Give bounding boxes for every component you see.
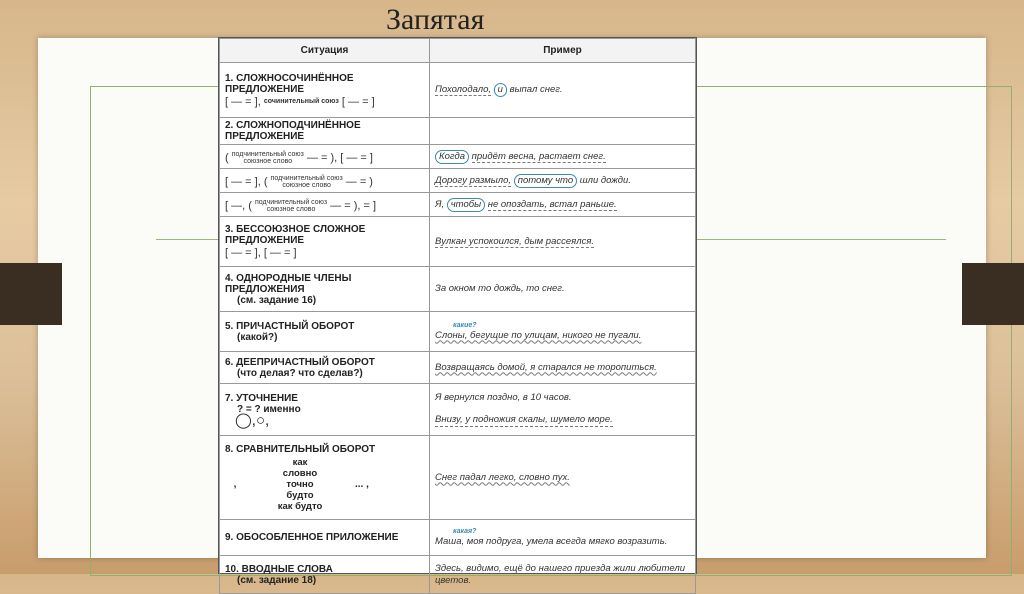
rule-scheme-cell [220,193,430,217]
circled-word: потому что [514,174,577,188]
rule-title: 7. УТОЧНЕНИЕ [225,393,298,404]
comparison-word: точно [286,478,314,490]
rule-subtitle: (см. задание 16) [237,294,317,306]
comparison-word: как [292,456,308,468]
comparison-word: будто [286,489,314,501]
circled-word: чтобы [447,198,485,212]
example-cell [430,193,696,217]
rule-subtitle: (что делая? что сделав?) [237,367,363,379]
example-text: Я вернулся поздно, в 10 часов. [435,392,572,403]
table-row [220,118,696,145]
rule-title: 6. ДЕЕПРИЧАСТНЫЙ ОБОРОТ [225,356,375,368]
rule-title: 4. ОДНОРОДНЫЕ ЧЛЕНЫ ПРЕДЛОЖЕНИЯ [225,272,352,295]
rule-subtitle: ? = ? именно [237,404,301,415]
comparison-scheme [225,457,424,512]
example-text: Маша, моя подруга, умела всегда мягко возразить. [435,535,668,547]
example-cell [430,118,696,145]
rule-title: 2. СЛОЖНОПОДЧИНЁННОЕ ПРЕДЛОЖЕНИЕ [225,120,361,142]
rule-cell [220,267,430,312]
example-text: выпал снег. [509,84,563,95]
table-row [220,556,696,594]
left-tab-decoration [0,263,62,325]
example-text: не опоздать, встал раньше. [487,198,617,210]
rule-cell [220,217,430,267]
example-text: Снег падал легко, словно пух. [435,471,570,483]
rule-title: 1. СЛОЖНОСОЧИНЁННОЕ ПРЕДЛОЖЕНИЕ [225,72,354,95]
table-row [220,384,696,436]
question-label: какие? [453,321,477,329]
rule-cell [220,384,430,436]
table-row [220,352,696,384]
rule-subtitle: (какой?) [237,331,278,343]
comma-rules-table [218,37,697,586]
example-cell [430,169,696,193]
table-row [220,217,696,267]
rule-title: 3. БЕССОЮЗНОЕ СЛОЖНОЕ ПРЕДЛОЖЕНИЕ [225,224,366,246]
example-cell [430,63,696,118]
table-row [220,145,696,169]
example-text: Я, [435,198,445,210]
example-cell [430,312,696,352]
rule-cell [220,63,430,118]
table-header-row [220,39,696,63]
table-row [220,63,696,118]
rule-title: 8. СРАВНИТЕЛЬНЫЙ ОБОРОТ [225,443,376,455]
comparison-words [245,457,355,512]
comparison-word: словно [282,467,318,479]
rule-scheme: [ — = ], ( подчинительный союз союзное слово — = ) [225,174,373,189]
rule-title: 5. ПРИЧАСТНЫЙ ОБОРОТ [225,320,355,332]
scheme-dots: ... , [355,478,369,490]
rule-cell [220,312,430,352]
example-text: Вулкан успокоился, дым рассеялся. [435,235,595,247]
rule-cell [220,436,430,520]
rule-title: 10. ВВОДНЫЕ СЛОВА [225,563,333,575]
table-row [220,436,696,520]
right-tab-decoration [962,263,1024,325]
example-cell [430,436,696,520]
scheme-label: подчинительный союз союзное слово [254,198,328,213]
rule-cell [220,352,430,384]
scheme-comma: , [233,478,237,490]
example-text: Возвращаясь домой, я старался не торопиться. [435,361,657,373]
rings-icon: ◯,○, [235,412,270,429]
example-text: За окном то дождь, то снег. [435,283,565,294]
rule-scheme-cell [220,169,430,193]
scheme-label: подчинительный союз союзное слово [270,174,343,189]
rule-cell [220,520,430,556]
example-text: Дорогу размыло, [435,174,512,186]
rule-scheme-cell [220,145,430,169]
circled-word: и [494,83,507,97]
rule-scheme: [ —, ( подчинительный союз союзное слово — = ), = ] [225,198,377,213]
example-cell [430,217,696,267]
slide-title: Запятая [386,3,485,36]
example-cell [430,384,696,436]
scheme-label: сочинительный союз [263,98,339,106]
example-cell [430,520,696,556]
rule-title: 9. ОБОСОБЛЕННОЕ ПРИЛОЖЕНИЕ [225,532,399,543]
rule-scheme: [ — = ], сочинительный союз [ — = ] [225,95,375,108]
table-row [220,169,696,193]
rule-cell [220,118,430,145]
col-header-example: Пример [430,39,696,63]
example-text: Слоны, бегущие по улицам, никого не пугали. [435,329,642,341]
rule-subtitle: (см. задание 18) [237,574,317,586]
question-label: какая? [453,527,477,535]
example-text: придёт весна, растает снег. [471,150,606,162]
example-cell [430,556,696,594]
table-row [220,193,696,217]
circled-word: Когда [435,150,469,164]
example-text: Похолодало, [435,84,492,95]
table-row [220,520,696,556]
scheme-label: подчинительный союз союзное слово [231,150,304,165]
comparison-word: как будто [277,500,323,512]
table-row [220,267,696,312]
example-text: Здесь, видимо, ещё до нашего приезда жили любители цветов. [435,562,685,586]
rule-scheme: [ — = ], [ — = ] [225,247,297,259]
table-row [220,312,696,352]
example-cell [430,352,696,384]
example-text: шли дожди. [579,174,631,186]
col-header-situation: Ситуация [220,39,430,63]
rule-scheme: ( подчинительный союз союзное слово — = ), [ — = ] [225,150,373,165]
rule-cell [220,556,430,594]
example-cell [430,267,696,312]
example-text: Внизу, у подножия скалы, шумело море. [435,414,613,425]
example-cell [430,145,696,169]
